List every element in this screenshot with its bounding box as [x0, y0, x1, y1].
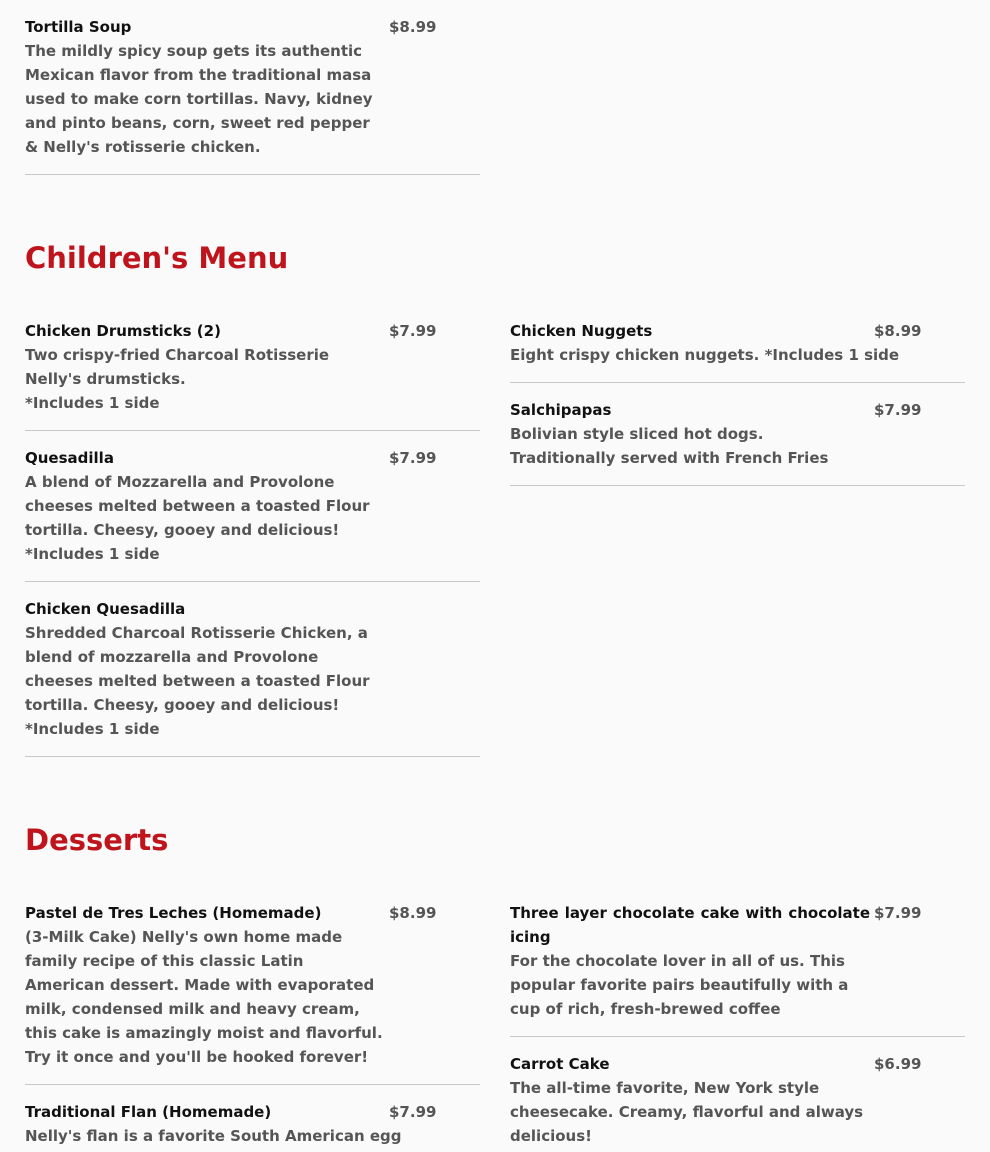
menu-item-chicken-quesadilla[interactable]	[25, 597, 480, 757]
item-note: *Includes 1 side	[25, 394, 160, 412]
menu-item-chicken-drumsticks[interactable]	[25, 319, 480, 431]
item-description: Shredded Charcoal Rotisserie Chicken, a blend of mozzarella and Provolone cheeses melted between a toasted Flour tortilla. Cheesy, gooey and delicious!	[25, 624, 370, 714]
section-title-childrens-menu: Children's Menu	[25, 241, 289, 275]
menu-item-salchipapas[interactable]	[510, 398, 965, 486]
item-description: Nelly's flan is a favorite South American egg	[25, 1127, 402, 1145]
item-name: Chicken Drumsticks (2)	[25, 322, 221, 340]
menu-item-tortilla-soup[interactable]	[25, 15, 480, 175]
item-name: Chicken Nuggets	[510, 322, 653, 340]
menu-item-tres-leches[interactable]	[25, 901, 480, 1085]
item-name: Tortilla Soup	[25, 18, 132, 36]
item-name: Chicken Quesadilla	[25, 600, 186, 618]
item-name: Traditional Flan (Homemade)	[25, 1103, 272, 1121]
item-name: Quesadilla	[25, 449, 114, 467]
item-description: A blend of Mozzarella and Provolone cheeses melted between a toasted Flour tortilla. Cheesy, gooey and delicious!	[25, 473, 370, 539]
item-note: *Includes 1 side	[25, 545, 160, 563]
item-description: (3-Milk Cake) Nelly's own home made family recipe of this classic Latin American dessert. Made with evaporated milk, condensed milk and heavy cream, this cake is amazingly moist and flavorful. Try it once and you'll be hooked forever!	[25, 928, 383, 1066]
menu-item-traditional-flan[interactable]	[25, 1100, 480, 1152]
item-name: Carrot Cake	[510, 1055, 610, 1073]
item-price: $7.99	[389, 449, 437, 467]
item-price: $8.99	[389, 904, 437, 922]
menu-item-quesadilla[interactable]	[25, 446, 480, 582]
item-description: Bolivian style sliced hot dogs. Traditionally served with French Fries	[510, 425, 829, 467]
item-price: $7.99	[389, 1103, 437, 1121]
item-price: $8.99	[874, 322, 922, 340]
section-title-desserts: Desserts	[25, 823, 169, 857]
item-description: Eight crispy chicken nuggets. *Includes 1 side	[510, 346, 900, 364]
item-description: The mildly spicy soup gets its authentic Mexican flavor from the traditional masa used to make corn tortillas. Navy, kidney and pinto beans, corn, sweet red pepper & Nelly's rotisserie chicken.	[25, 42, 373, 156]
item-price: $7.99	[874, 401, 922, 419]
item-description: The all-time favorite, New York style cheesecake. Creamy, flavorful and always delicious!	[510, 1079, 864, 1145]
menu-item-chocolate-cake[interactable]	[510, 901, 965, 1037]
item-price: $6.99	[874, 1055, 922, 1073]
item-description: For the chocolate lover in all of us. This popular favorite pairs beautifully with a cup of rich, fresh-brewed coffee	[510, 952, 849, 1018]
menu-item-chicken-nuggets[interactable]	[510, 319, 965, 383]
item-name: Salchipapas	[510, 401, 612, 419]
item-price: $8.99	[389, 18, 437, 36]
menu-item-carrot-cake[interactable]	[510, 1052, 965, 1152]
item-name: Three layer chocolate cake with chocolate icing	[510, 904, 870, 946]
item-price: $7.99	[874, 904, 922, 922]
item-name: Pastel de Tres Leches (Homemade)	[25, 904, 322, 922]
item-description: Two crispy-fried Charcoal Rotisserie Nelly's drumsticks.	[25, 346, 330, 388]
item-note: *Includes 1 side	[25, 720, 160, 738]
item-price: $7.99	[389, 322, 437, 340]
